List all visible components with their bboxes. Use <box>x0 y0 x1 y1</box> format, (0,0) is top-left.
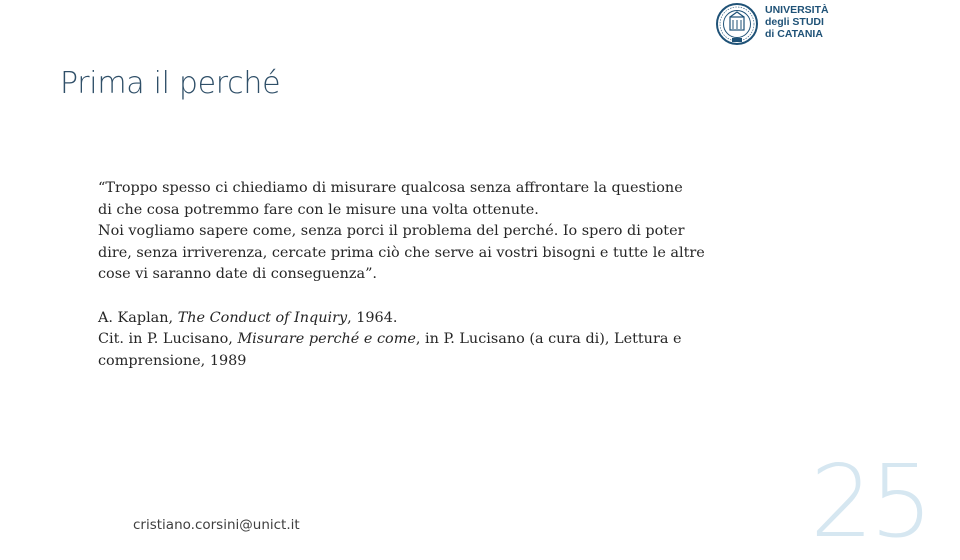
quote-line: Noi vogliamo sapere come, senza porci il problema del perché. Io spero di poter <box>98 223 685 240</box>
citation-suffix: , in P. Lucisano (a cura di), Lettura e <box>415 331 682 348</box>
paragraph-spacer <box>98 286 758 308</box>
citation-reference <box>98 329 758 351</box>
quote-line: cose vi saranno date di conseguenza”. <box>98 266 378 283</box>
quote <box>98 178 758 286</box>
logo-wordmark <box>765 4 829 40</box>
citation-year: , 1964. <box>347 309 398 326</box>
citation-cited-title: Misurare perché e come <box>237 331 416 348</box>
citation-prefix: Cit. in P. Lucisano, <box>98 331 238 348</box>
quote-line: di che cosa potremmo fare con le misure una volta ottenute. <box>98 201 539 218</box>
quote-line: “Troppo spesso ci chiediamo di misurare qualcosa senza affrontare la questione <box>98 180 683 196</box>
footer-email: cristiano.corsini@unict.it <box>133 517 300 533</box>
citation-author: A. Kaplan, <box>98 309 178 326</box>
slide-number: 25 <box>810 443 930 560</box>
citation-book-title: The Conduct of Inquiry <box>177 309 348 326</box>
university-seal-icon <box>714 2 760 48</box>
citation <box>98 308 758 373</box>
quote-line: dire, senza irriverenza, cercate prima ciò che serve ai vostri bisogni e tutte le altre <box>98 244 705 261</box>
logo-line-1: UNIVERSITÀ <box>765 4 829 16</box>
citation-source <box>98 308 758 330</box>
citation-last-line: comprensione, 1989 <box>98 352 247 369</box>
university-logo <box>714 2 834 46</box>
logo-line-2: degli STUDI <box>765 16 824 28</box>
logo-line-3: di CATANIA <box>765 28 823 40</box>
slide-title: Prima il perché <box>60 66 281 101</box>
slide-body <box>98 178 758 372</box>
